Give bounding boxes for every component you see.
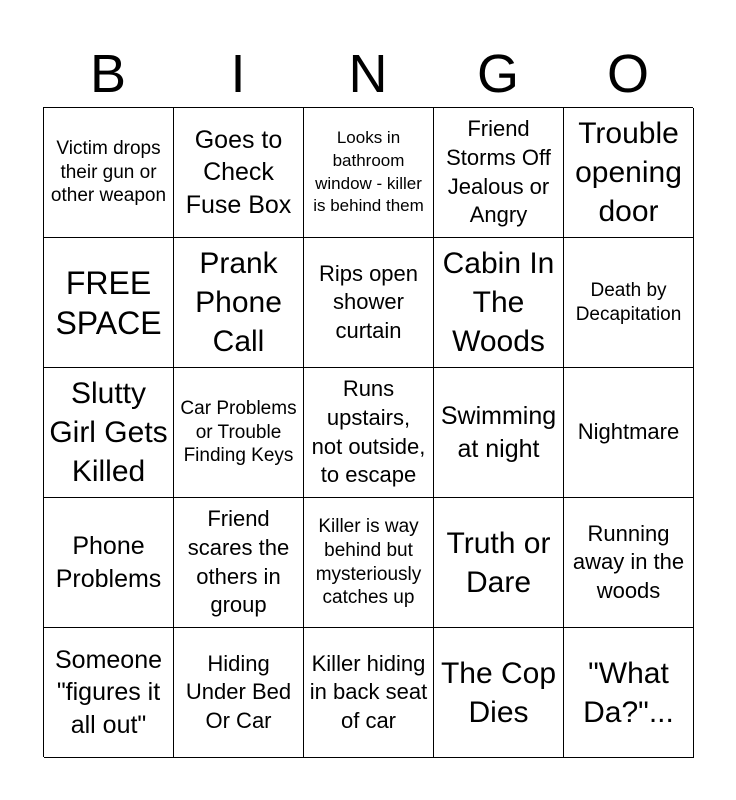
- bingo-cell[interactable]: [304, 108, 434, 238]
- cell-text: Cabin In The Woods: [442, 247, 555, 358]
- bingo-cell[interactable]: [434, 368, 564, 498]
- bingo-cell[interactable]: [304, 238, 434, 368]
- cell-text: Victim drops their gun or other weapon: [50, 137, 167, 207]
- cell-text: The Cop Dies: [440, 656, 557, 729]
- header-letter-g: G: [476, 44, 519, 104]
- bingo-cell[interactable]: [564, 628, 694, 758]
- cell-text: Runs upstairs, not outside, to escape: [311, 376, 426, 488]
- cell-text: Running away in the woods: [572, 520, 685, 603]
- free-space-cell[interactable]: [44, 238, 174, 368]
- cell-text: Truth or Dare: [446, 526, 551, 599]
- bingo-cell[interactable]: [44, 498, 174, 628]
- cell-text: Death by Decapitation: [575, 279, 682, 325]
- cell-text: Slutty Girl Gets Killed: [49, 377, 168, 488]
- cell-text: Rips open shower curtain: [318, 260, 419, 343]
- bingo-cell[interactable]: [564, 368, 694, 498]
- bingo-cell[interactable]: [564, 238, 694, 368]
- cell-text: Nightmare: [577, 419, 680, 445]
- bingo-cell[interactable]: [564, 498, 694, 628]
- bingo-cell[interactable]: [174, 628, 304, 758]
- bingo-cell[interactable]: [564, 108, 694, 238]
- bingo-cell[interactable]: [304, 368, 434, 498]
- cell-text: Killer is way behind but mysteriously catches up: [315, 516, 422, 609]
- bingo-cell[interactable]: [174, 108, 304, 238]
- cell-text: Hiding Under Bed Or Car: [185, 650, 292, 733]
- bingo-cell[interactable]: [174, 368, 304, 498]
- cell-text: "What Da?"...: [583, 656, 674, 729]
- bingo-cell[interactable]: [304, 628, 434, 758]
- cell-text: Goes to Check Fuse Box: [185, 125, 292, 219]
- bingo-cell[interactable]: [434, 498, 564, 628]
- cell-text: Friend scares the others in group: [187, 506, 290, 618]
- bingo-cell[interactable]: [44, 108, 174, 238]
- cell-text: Trouble opening door: [575, 117, 682, 228]
- cell-text: Phone Problems: [55, 532, 162, 593]
- bingo-cell[interactable]: [174, 498, 304, 628]
- cell-text: Friend Storms Off Jealous or Angry: [446, 116, 551, 228]
- cell-text: Car Problems or Trouble Finding Keys: [180, 397, 297, 467]
- bingo-cell[interactable]: [174, 238, 304, 368]
- bingo-cell[interactable]: [434, 108, 564, 238]
- cell-text: Someone "figures it all out": [54, 645, 163, 739]
- bingo-cell[interactable]: [44, 368, 174, 498]
- header-letter-o: O: [606, 44, 649, 104]
- bingo-header: [43, 40, 693, 108]
- cell-text: Prank Phone Call: [195, 247, 282, 358]
- header-letter-i: I: [230, 44, 246, 104]
- bingo-board: [43, 107, 693, 757]
- cell-text: FREE SPACE: [55, 264, 162, 341]
- bingo-cell[interactable]: [44, 628, 174, 758]
- bingo-cell[interactable]: [304, 498, 434, 628]
- bingo-cell[interactable]: [434, 628, 564, 758]
- header-letter-n: N: [348, 44, 388, 104]
- cell-text: Swimming at night: [440, 402, 557, 463]
- bingo-cell[interactable]: [434, 238, 564, 368]
- cell-text: Killer hiding in back seat of car: [309, 650, 428, 733]
- header-letter-b: B: [89, 44, 127, 104]
- cell-text: Looks in bathroom window - killer is behind them: [313, 127, 424, 216]
